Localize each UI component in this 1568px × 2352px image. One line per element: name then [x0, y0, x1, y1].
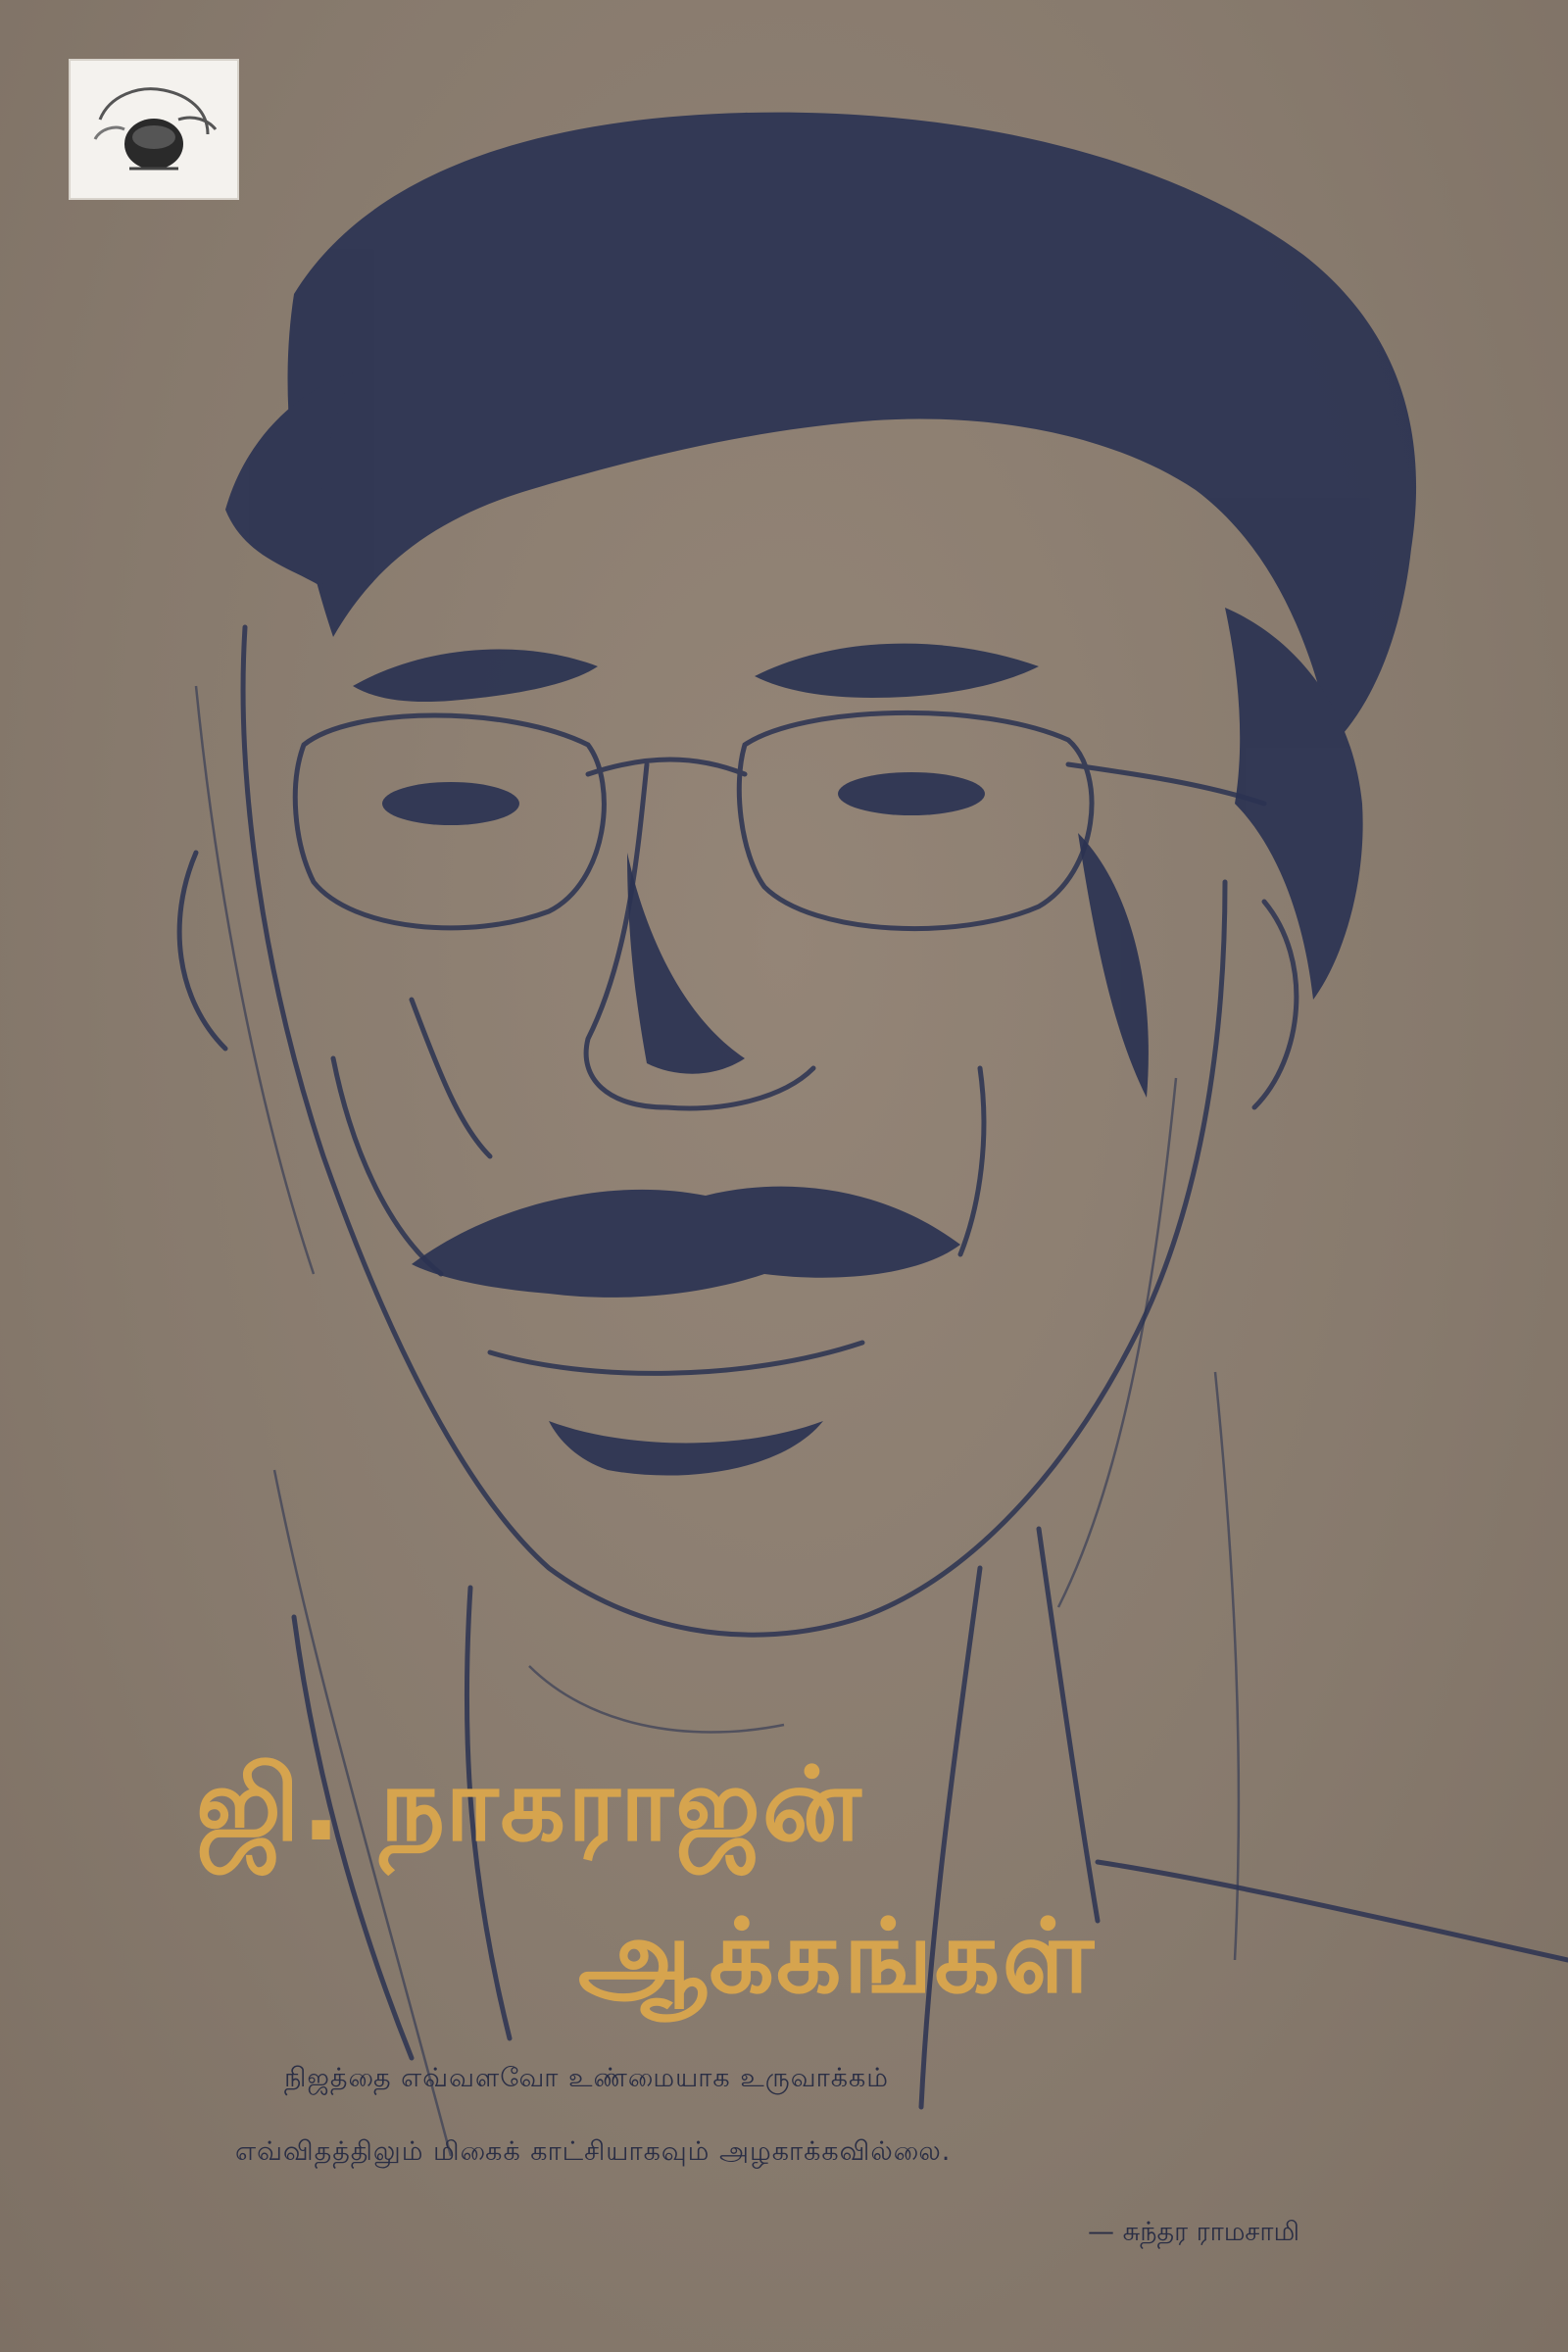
quote-attribution: — சுந்தர ராமசாமி [1088, 2217, 1300, 2247]
quote-line-1: நிஜத்தை எவ்வளவோ உண்மையாக உருவாக்கம் [284, 2063, 889, 2093]
quote-line-2: எவ்விதத்திலும் மிகைக் காட்சியாகவும் அழகாக்கவில்லை. [235, 2136, 952, 2167]
book-title-author: ஜி. நாகராஜன் [196, 1744, 863, 1864]
book-title-works: ஆக்கங்கள் [578, 1896, 1097, 2016]
publisher-logo-icon [71, 61, 237, 198]
